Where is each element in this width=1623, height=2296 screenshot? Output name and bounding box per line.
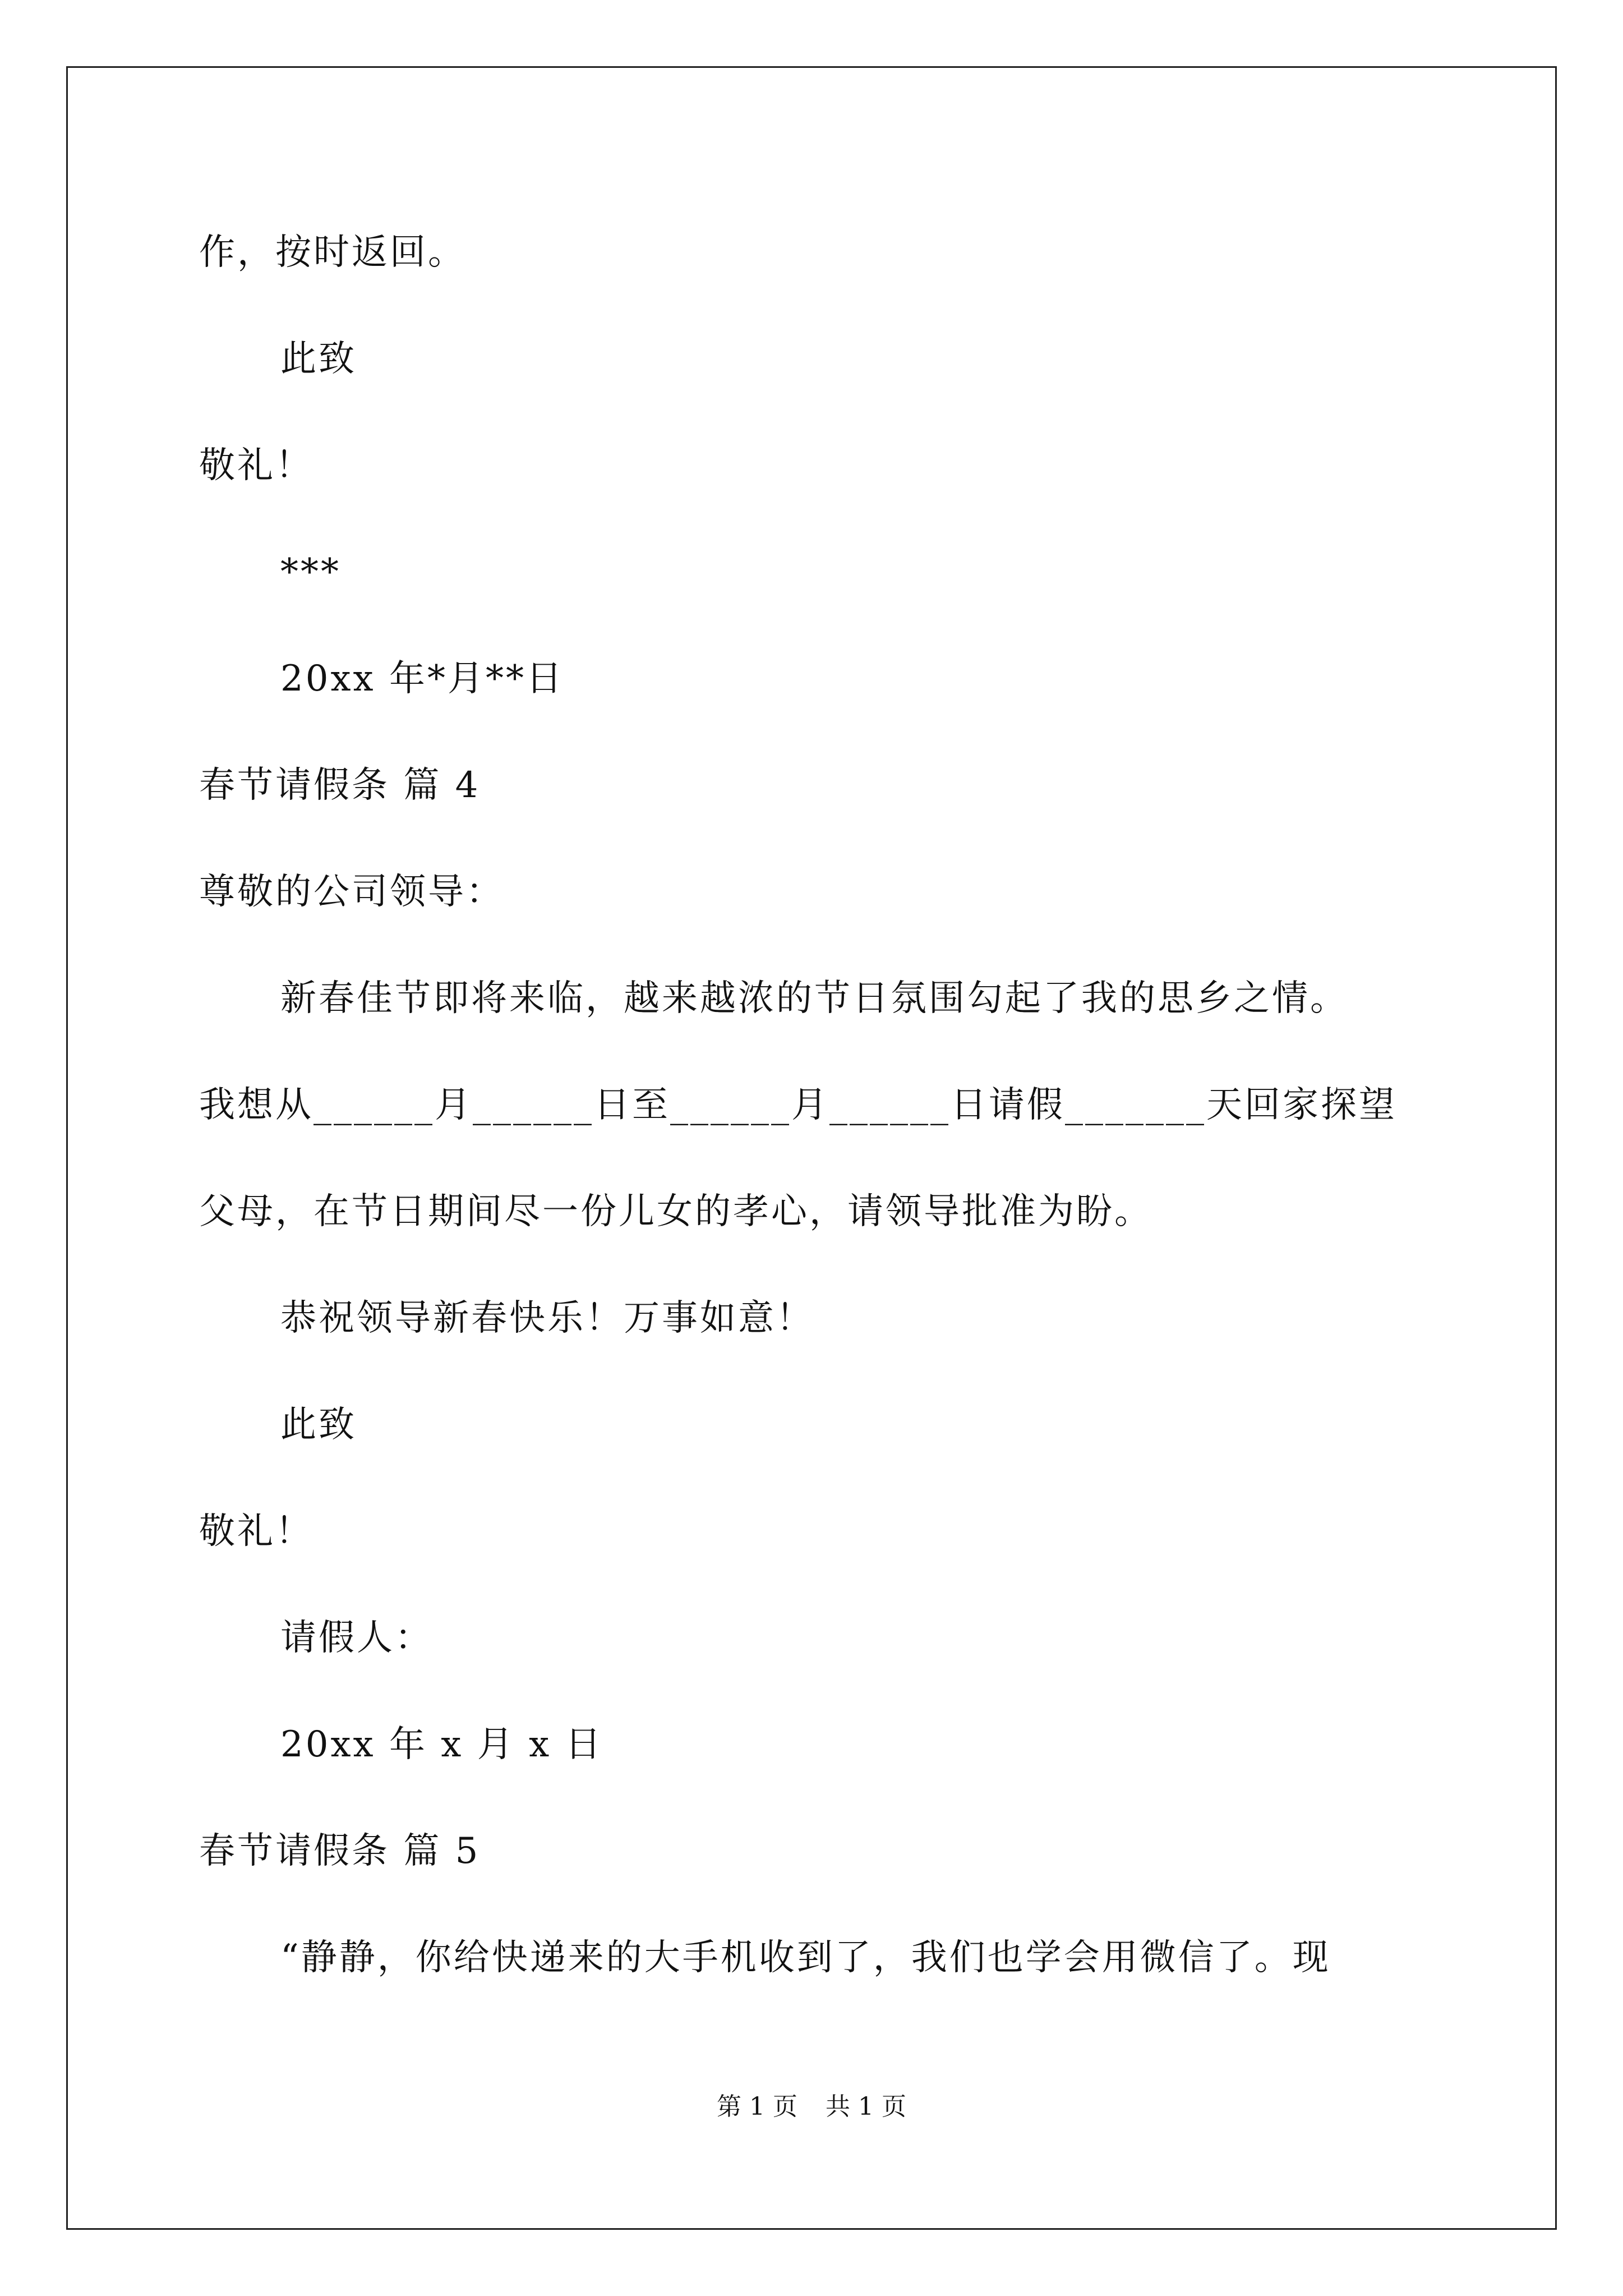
section-heading-4: 春节请假条 篇 4 <box>199 765 481 806</box>
text-line-5: 20xx 年*月**日 <box>280 658 564 700</box>
text-line-4: *** <box>280 551 341 593</box>
text-line-9: 我想从______月______日至______月______日请假_______天回家探望 <box>199 1084 1397 1126</box>
text-line-11: 恭祝领导新春快乐！万事如意！ <box>280 1297 814 1339</box>
text-line-13: 敬礼！ <box>199 1511 313 1552</box>
page-number: 第 1 页 <box>717 2092 797 2121</box>
text-line-15: 20xx 年 x 月 x 日 <box>280 1724 603 1765</box>
text-line-12: 此致 <box>280 1404 357 1446</box>
text-line-14: 请假人： <box>280 1617 433 1659</box>
section-heading-5: 春节请假条 篇 5 <box>199 1830 481 1872</box>
page-total: 共 1 页 <box>826 2092 906 2121</box>
page-border <box>66 66 1557 2230</box>
page-footer <box>0 2091 1623 2123</box>
text-line-2: 此致 <box>280 338 357 380</box>
text-line-10: 父母，在节日期间尽一份儿女的孝心，请领导批准为盼。 <box>199 1191 1152 1232</box>
text-line-17: “静静，你给快递来的大手机收到了，我们也学会用微信了。现 <box>280 1937 1331 1978</box>
text-line-1: 作，按时返回。 <box>199 232 466 273</box>
text-line-8: 新春佳节即将来临，越来越浓的节日氛围勾起了我的思乡之情。 <box>280 978 1348 1019</box>
text-line-7: 尊敬的公司领导： <box>199 871 504 913</box>
text-line-3: 敬礼！ <box>199 445 313 486</box>
